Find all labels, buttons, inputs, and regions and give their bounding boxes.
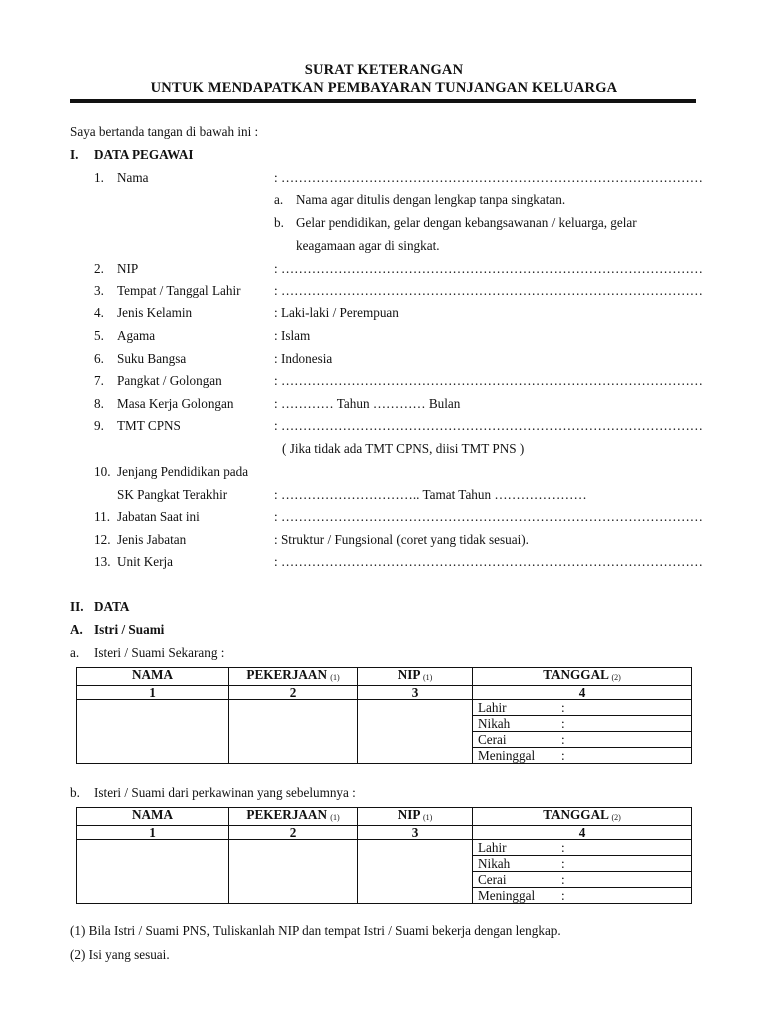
note-b-line1: Gelar pendidikan, gelar dengan kebangsawanan / keluarga, gelar bbox=[296, 215, 637, 230]
current-spouse-table bbox=[76, 667, 692, 764]
header-nip: NIP $_{(1)}$ bbox=[358, 808, 473, 826]
item-value: : ………… Tahun ………… Bulan bbox=[274, 396, 461, 411]
item-label: Suku Bangsa bbox=[117, 351, 187, 366]
item-value: : …………………………………………………………………………………… bbox=[274, 373, 703, 388]
item-number: 12. bbox=[94, 532, 111, 547]
note-b-line2: keagamaan agar di singkat. bbox=[296, 238, 440, 253]
subsection-a-number: A. bbox=[70, 622, 83, 637]
item-number: 11. bbox=[94, 509, 110, 524]
tmt-note: ( Jika tidak ada TMT CPNS, diisi TMT PNS ) bbox=[282, 441, 525, 456]
date-line-nikah[interactable]: Nikah : bbox=[473, 856, 691, 872]
item-label: Jenis Kelamin bbox=[117, 305, 193, 320]
table-header-row bbox=[77, 808, 692, 826]
item-number: 13. bbox=[94, 554, 111, 569]
note-a-text: Nama agar ditulis dengan lengkap tanpa singkatan. bbox=[296, 192, 566, 207]
item-label: SK Pangkat Terakhir bbox=[117, 487, 228, 502]
item-value: : Islam bbox=[274, 328, 311, 343]
footnote-2: (2) Isi yang sesuai. bbox=[70, 947, 170, 962]
item-label: TMT CPNS bbox=[117, 418, 181, 433]
item-value: : Indonesia bbox=[274, 351, 333, 366]
header-nip: NIP $_{(1)}$ bbox=[358, 668, 473, 686]
item-label: Masa Kerja Golongan bbox=[117, 396, 234, 411]
item-number: 10. bbox=[94, 464, 111, 479]
table-header-row bbox=[77, 668, 692, 686]
item-value: : …………………………………………………………………………………… bbox=[274, 261, 703, 276]
date-line-lahir[interactable]: Lahir : bbox=[473, 840, 691, 856]
header-nama: NAMA bbox=[77, 808, 229, 826]
column-number: 3 bbox=[358, 826, 473, 840]
item-label: Jenjang Pendidikan pada bbox=[117, 464, 249, 479]
item-number: 3. bbox=[94, 283, 104, 298]
item-value: : …………………………………………………………………………………… bbox=[274, 283, 703, 298]
header-pekerjaan: PEKERJAAN $_{(1)}$ bbox=[229, 668, 358, 686]
item-value: : …………………………………………………………………………………… bbox=[274, 170, 703, 185]
date-line-meninggal[interactable]: Meninggal : bbox=[478, 888, 565, 903]
title-rule bbox=[70, 99, 696, 103]
item-number: 4. bbox=[94, 305, 104, 320]
item-value: : …………………………………………………………………………………… bbox=[274, 509, 703, 524]
subsection-a-heading: Istri / Suami bbox=[94, 622, 165, 637]
pekerjaan-cell[interactable] bbox=[229, 700, 358, 764]
item-number: 5. bbox=[94, 328, 104, 343]
date-line-cerai[interactable]: Cerai : bbox=[473, 732, 691, 748]
previous-spouse-label: b. bbox=[70, 785, 80, 800]
item-label: Nama bbox=[117, 170, 149, 185]
item-number: 8. bbox=[94, 396, 104, 411]
item-label: Unit Kerja bbox=[117, 554, 174, 569]
column-number: 4 bbox=[473, 826, 692, 840]
table-row bbox=[77, 840, 692, 904]
date-line-cerai[interactable]: Cerai : bbox=[473, 872, 691, 888]
current-spouse-text: Isteri / Suami Sekarang : bbox=[94, 645, 225, 660]
date-line-meninggal[interactable]: Meninggal : bbox=[478, 748, 565, 763]
section2-number: II. bbox=[70, 599, 84, 614]
table-number-row bbox=[77, 686, 692, 700]
tanggal-cell bbox=[473, 700, 692, 764]
item-number: 7. bbox=[94, 373, 104, 388]
section1-heading: DATA PEGAWAI bbox=[94, 147, 194, 162]
item-value: : ………………………….. Tamat Tahun ………………… bbox=[274, 487, 587, 502]
note-a-label: a. bbox=[274, 192, 284, 207]
item-label: Agama bbox=[117, 328, 156, 343]
intro-text: Saya bertanda tangan di bawah ini : bbox=[70, 124, 259, 139]
previous-spouse-text: Isteri / Suami dari perkawinan yang sebelumnya : bbox=[94, 785, 356, 800]
previous-spouse-table bbox=[76, 807, 692, 904]
item-number: 6. bbox=[94, 351, 104, 366]
column-number: 1 bbox=[77, 826, 229, 840]
column-number: 2 bbox=[229, 686, 358, 700]
column-number: 1 bbox=[77, 686, 229, 700]
header-tanggal: TANGGAL $_{(2)}$ bbox=[473, 668, 692, 686]
column-number: 3 bbox=[358, 686, 473, 700]
nip-cell[interactable] bbox=[358, 700, 473, 764]
item-label: NIP bbox=[117, 261, 139, 276]
nama-cell[interactable] bbox=[77, 840, 229, 904]
item-label: Tempat / Tanggal Lahir bbox=[117, 283, 241, 298]
item-label: Jabatan Saat ini bbox=[117, 509, 200, 524]
section2-heading: DATA bbox=[94, 599, 130, 614]
pekerjaan-cell[interactable] bbox=[229, 840, 358, 904]
item-value: : Struktur / Fungsional (coret yang tidak sesuai). bbox=[274, 532, 529, 547]
current-spouse-label: a. bbox=[70, 645, 80, 660]
column-number: 2 bbox=[229, 826, 358, 840]
item-number: 9. bbox=[94, 418, 104, 433]
date-line-lahir[interactable]: Lahir : bbox=[473, 700, 691, 716]
item-number: 1. bbox=[94, 170, 104, 185]
nama-cell[interactable] bbox=[77, 700, 229, 764]
note-b-label: b. bbox=[274, 215, 284, 230]
date-line-nikah[interactable]: Nikah : bbox=[473, 716, 691, 732]
document-subtitle: UNTUK MENDAPATKAN PEMBAYARAN TUNJANGAN KELUARGA bbox=[150, 80, 618, 96]
section1-number: I. bbox=[70, 147, 79, 162]
table-row bbox=[77, 700, 692, 764]
item-label: Pangkat / Golongan bbox=[117, 373, 222, 388]
nip-cell[interactable] bbox=[358, 840, 473, 904]
column-number: 4 bbox=[473, 686, 692, 700]
table-number-row bbox=[77, 826, 692, 840]
item-number: 2. bbox=[94, 261, 104, 276]
item-value: : …………………………………………………………………………………… bbox=[274, 554, 703, 569]
item-value: : …………………………………………………………………………………… bbox=[274, 418, 703, 433]
footnote-1: (1) Bila Istri / Suami PNS, Tuliskanlah NIP dan tempat Istri / Suami bekerja dengan lengkap. bbox=[70, 923, 561, 938]
header-nama: NAMA bbox=[77, 668, 229, 686]
item-label: Jenis Jabatan bbox=[117, 532, 187, 547]
tanggal-cell bbox=[473, 840, 692, 904]
item-value: : Laki-laki / Perempuan bbox=[274, 305, 399, 320]
document-title: SURAT KETERANGAN bbox=[304, 62, 464, 78]
header-pekerjaan: PEKERJAAN $_{(1)}$ bbox=[229, 808, 358, 826]
header-tanggal: TANGGAL $_{(2)}$ bbox=[473, 808, 692, 826]
